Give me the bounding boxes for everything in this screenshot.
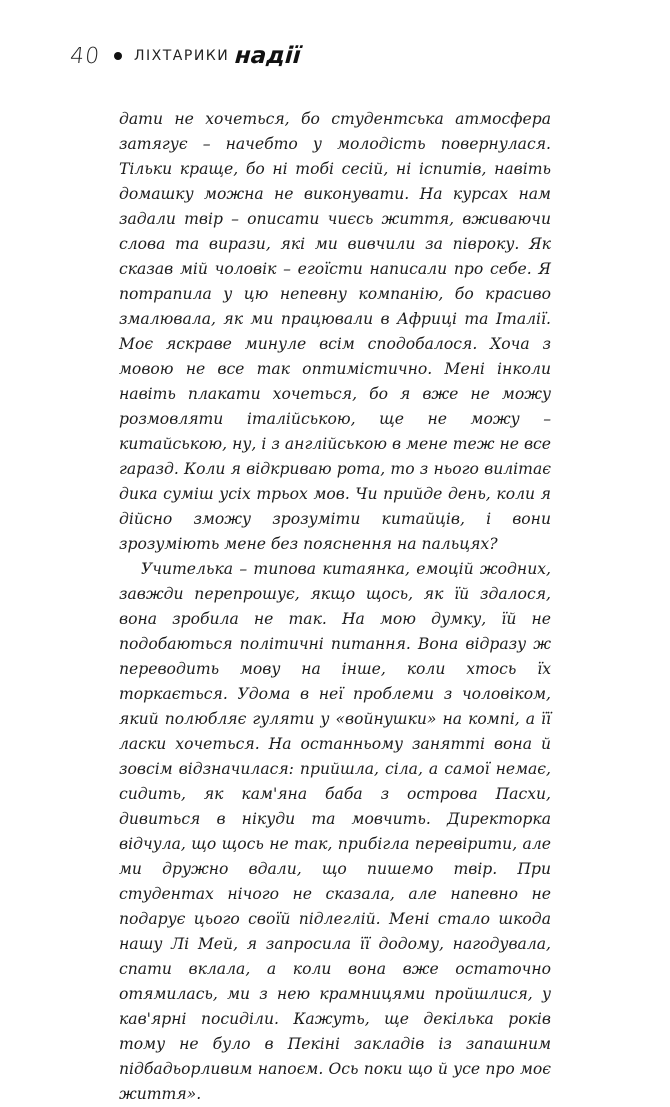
paragraph: дати не хочеться, бо студентська атмосфера затягує – начебто у молодість повернулася. Тільки краще, бо ні тобі сесій, ні іспитів, навіть домашку можна не виконувати. На курсах нам задали твір – описати чиєсь життя, вживаючи слова та вирази, які ми вивчили за півроку. Як сказав мій чоловік – егоїсти написали про себе. Я потрапила у цю непевну компанію, бо красиво змалювала, як ми працювали в Африці та Італії. Моє яскраве минуле всім сподобалося. Хоча з мовою не все так оптимістично. Мені інколи навіть плакати хочеться, бо я вже не можу розмовляти італійською, ще не можу – китайською, ну, і з англійською в мене теж не все гаразд. Коли я відкриваю рота, то з нього вилітає дика суміш усіх трьох мов. Чи прийде день, коли я дійсно зможу зрозуміти китайців, і вони зрозуміють мене без пояснення на пальцях?	[119, 110, 551, 553]
bullet-dot-icon	[114, 52, 122, 60]
paragraph: Учителька – типова китаянка, емоцій жодних, завжди перепрошує, якщо щось, як їй здалося, вона зробила не так. На мою думку, їй не подобаються політичні питання. Вона відразу ж переводить мову на інше, коли хтось їх торкається. Удома в неї проблеми з чоловіком, який полюбляє гуляти у «войнушки» на компі, а її ласки хочеться. На останньому занятті вона й зовсім відзначилася: прийшла, сіла, а самої немає, сидить, як кам'яна баба з острова Пасхи, дивиться в нікуди та мовчить. Директорка відчула, що щось не так, прибігла перевірити, але ми дружно вдали, що пишемо твір. При студентах нічого не сказала, але напевно не подарує цього своїй підлеглій. Мені стало шкода нашу Лі Мей, я запросила її додому, нагодувала, спати вклала, а коли вона вже остаточно отямилась, ми з нею крамницями пройшлися, у кав'ярні посиділи. Кажуть, ще декілька років тому не було в Пекіні закладів із запашним підбадьорливим напоєм. Ось поки що й усе про моє життя».	[119, 560, 551, 1103]
page-number: 40	[68, 43, 102, 69]
running-title: ЛІХТАРИКИ	[134, 48, 230, 64]
page-body	[119, 107, 551, 1107]
running-header	[70, 36, 301, 76]
running-title-accent: надії	[234, 43, 302, 69]
